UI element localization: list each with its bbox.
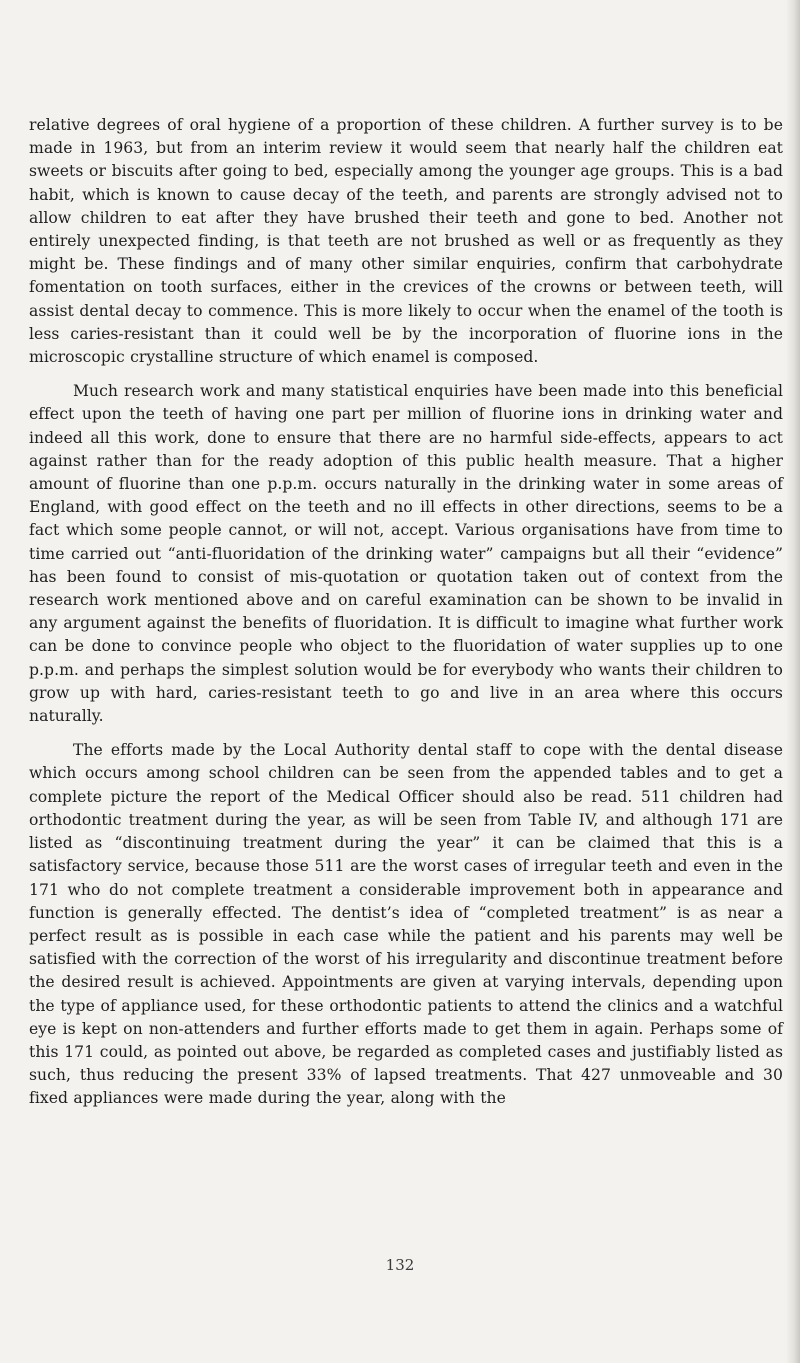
body-text [29,114,783,1111]
page-number: 132 [385,1256,415,1274]
paragraph-oral-hygiene: relative degrees of oral hygiene of a proportion of these children. A further survey is to be made in 1963, but from an interim review it would seem that nearly half the children eat sweets or biscuits after going to bed, especially among the younger age groups. This is a bad habit, which is known to cause decay of the teeth, and parents are strongly advised not to allow children to eat after they have brushed their teeth and gone to bed. Another not entirely unexpected finding, is that teeth are not brushed as well or as frequently as they might be. These findings and of many other similar enquiries, confirm that carbohydrate fomentation on tooth surfaces, either in the crevices of the crowns or between teeth, will assist dental decay to commence. This is more likely to occur when the enamel of the tooth is less caries-resistant than it could well be by the incorporation of fluorine ions in the microscopic crystalline structure of which enamel is composed. [29,116,783,367]
paragraph-dental-staff-efforts: The efforts made by the Local Authority dental staff to cope with the dental disease which occurs among school children can be seen from the appended tables and to get a complete picture the report of the Medical Officer should also be read. 511 children had orthodontic treatment during the year, as will be seen from Table IV, and although 171 are listed as “discontinuing treatment during the year” it can be claimed that this is a satisfactory service, because those 511 are the worst cases of irregular teeth and even in the 171 who do not complete treatment a considerable improvement both in appearance and function is generally effected. The dentist’s idea of “completed treatment” is as near a perfect result as is possible in each case while the patient and his parents may well be satisfied with the correction of the worst of his irregularity and discontinue treatment before the desired result is achieved. Appointments are given at varying intervals, depending upon the type of appliance used, for these orthodontic patients to attend the clinics and a watchful eye is kept on non-attenders and further efforts made to get them in again. Perhaps some of this 171 could, as pointed out above, be regarded as completed cases and justifiably listed as such, thus reducing the present 33% of lapsed treatments. That 427 unmoveable and 30 fixed appliances were made during the year, along with the [29,741,783,1108]
paragraph-fluoridation-research: Much research work and many statistical enquiries have been made into this beneficial effect upon the teeth of having one part per million of fluorine ions in drinking water and indeed all this work, done to ensure that there are no harmful side-effects, appears to act against rather than for the ready adoption of this public health measure. That a higher amount of fluorine than one p.p.m. occurs naturally in the drinking water in some areas of England, with good effect on the teeth and no ill effects in other directions, seems to be a fact which some people cannot, or will not, accept. Various organisations have from time to time carried out “anti-fluoridation of the drinking water” campaigns but all their “evidence” has been found to consist of mis-quotation or quotation taken out of context from the research work mentioned above and on careful examination can be shown to be invalid in any argument against the benefits of fluoridation. It is difficult to imagine what further work can be done to convince people who object to the fluoridation of water supplies up to one p.p.m. and perhaps the simplest solution would be for everybody who wants their children to grow up with hard, caries-resistant teeth to go and live in an area where this occurs naturally. [29,382,783,726]
page-edge-shadow [786,0,800,1363]
